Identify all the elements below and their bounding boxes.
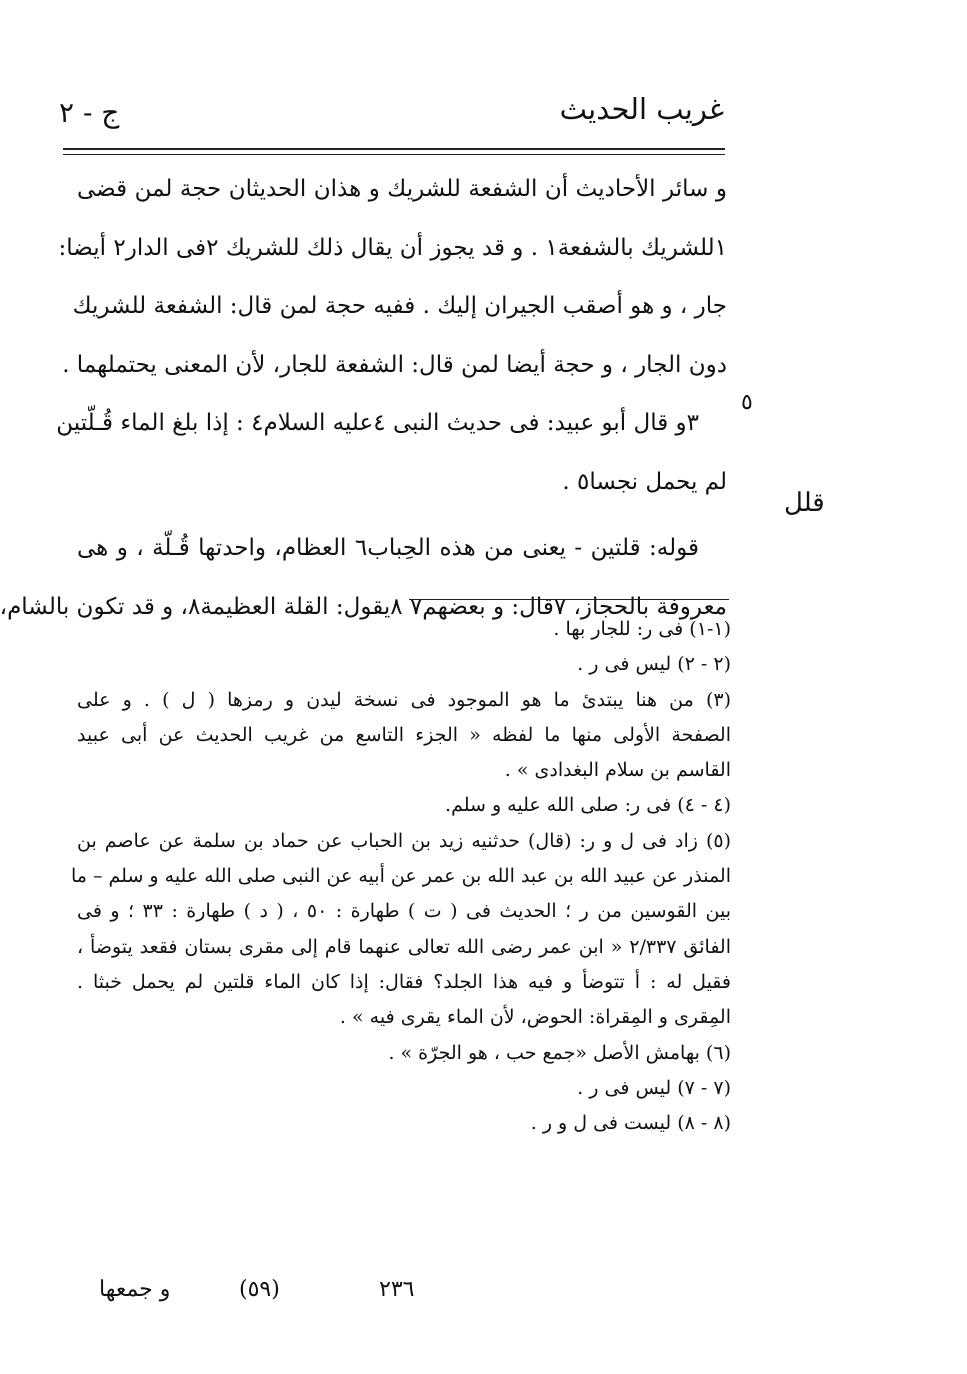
footnote-line: (٧ - ٧) ليس فى ر . xyxy=(577,1076,731,1099)
text-line: لم يحمل نجسا٥ . xyxy=(562,468,727,495)
footnote-line: المنذر عن عبيد الله بن عبد الله بن عمر عن أبيه عن النبى صلى الله عليه و سلم – ما xyxy=(70,865,731,888)
catchword: و جمعها xyxy=(99,1277,171,1302)
footnote-line: (٦) بهامش الأصل «جمع حب ، هو الجرّة » . xyxy=(388,1041,731,1064)
footnote-line: (٢ - ٢) ليس فى ر . xyxy=(577,653,731,676)
page-number: ٢٣٦ xyxy=(379,1277,415,1302)
footnote-line: بين القوسين من ر ؛ الحديث فى ( ت ) طهارة : ٥٠ ، ( د ) طهارة : ٣٣ ؛ و فى xyxy=(77,900,731,923)
footnotes xyxy=(70,612,731,1141)
text-line: ١للشريك بالشفعة١ . و قد يجوز أن يقال ذلك للشريك ٢فى الدار٢ أيضا: xyxy=(58,234,727,261)
footnote-line: المِقرى و المِقراة: الحوض، لأن الماء يقرى فيه » . xyxy=(339,1006,731,1029)
header-rule-bottom xyxy=(63,154,725,155)
footnote-line: (٤ - ٤) فى ر: صلى الله عليه و سلم. xyxy=(445,794,731,817)
margin-keyword: قلل xyxy=(784,488,825,518)
text-line: و سائر الأحاديث أن الشفعة للشريك و هذان الحديثان حجة لمن قضى xyxy=(77,176,727,202)
volume-label: ج - ٢ xyxy=(59,96,120,129)
main-text xyxy=(0,160,727,636)
header-rule-top xyxy=(63,148,725,150)
footnote-line: (٨ - ٨) ليست فى ل و ر . xyxy=(530,1112,731,1135)
margin-line-number: ٥ xyxy=(741,390,753,415)
footnote-line: القاسم بن سلام البغدادى » . xyxy=(504,759,731,782)
text-line: دون الجار ، و حجة أيضا لمن قال: الشفعة للجار، لأن المعنى يحتملهما . xyxy=(62,351,727,378)
footnote-line: (١-١) فى ر: للجار بها . xyxy=(553,618,731,640)
section-number: (٥٩) xyxy=(239,1277,280,1302)
text-line: جار ، و هو أصقب الجيران إليك . ففيه حجة لمن قال: الشفعة للشريك xyxy=(72,293,727,319)
text-line: معروفة بالحجاز، ٧قال: و بعضهم٧ ٨يقول: القلة العظيمة٨، و قد تكون بالشام، xyxy=(0,593,727,620)
footnote-rule xyxy=(409,599,729,600)
footnote-line: (٣) من هنا يبتدئ ما هو الموجود فى نسخة ليدن و رمزها ( ل ) . و على xyxy=(77,688,731,711)
text-line: ٣و قال أبو عبيد: فى حديث النبى ٤عليه السلام٤ : إذا بلغ الماء قُـلّتين xyxy=(56,410,699,436)
footnote-line: الفائق ٢/٣٣٧ « ابن عمر رضى الله تعالى عنهما قام إلى مقرى بستان فقعد يتوضأ ، xyxy=(77,935,731,958)
footnote-line: (٥) زاد فى ل و ر: (قال) حدثنيه زيد بن الحباب عن حماد بن سلمة عن عاصم بن xyxy=(77,829,731,852)
footnote-line: فقيل له : أ تتوضأ و فيه هذا الجلد؟ فقال: إذا كان الماء قلتين لم يحمل خبثا . xyxy=(77,970,731,993)
footnote-line: الصفحة الأولى منها ما لفظه « الجزء التاسع من غريب الحديث عن أبى عبيد xyxy=(77,723,731,746)
running-title: غريب الحديث xyxy=(559,92,724,126)
text-line: قوله: قلتين - يعنى من هذه الحِباب٦ العظام، واحدتها قُـلّة ، و هى xyxy=(77,535,699,561)
